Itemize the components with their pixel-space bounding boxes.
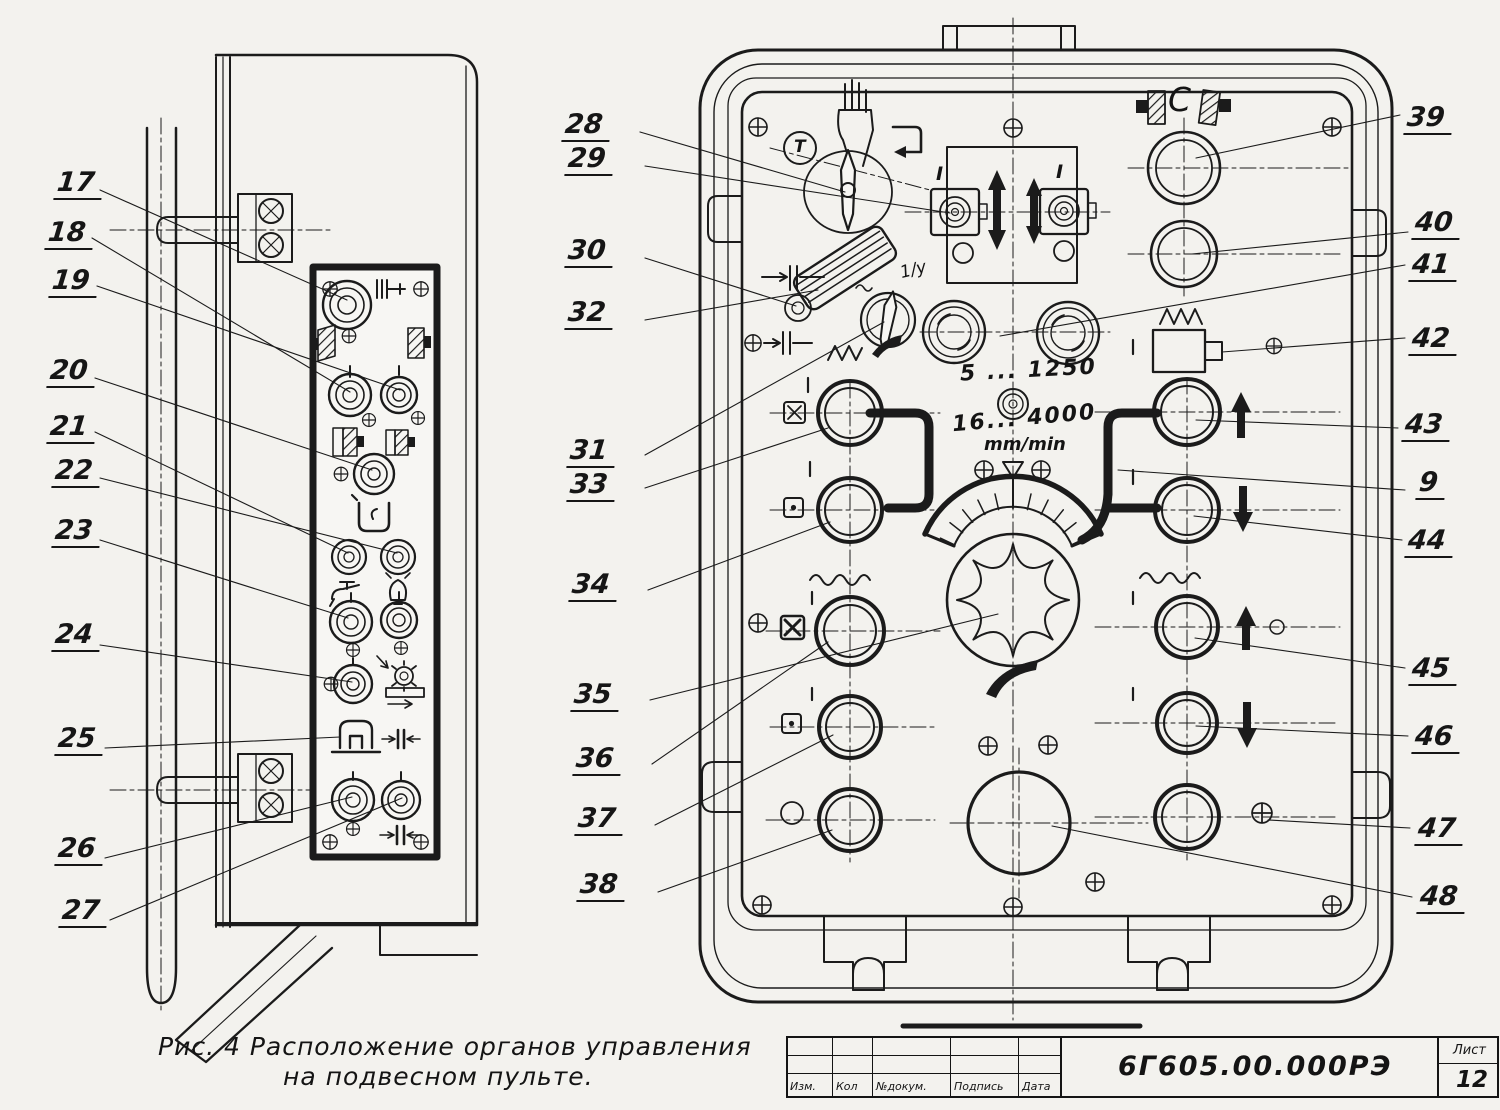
callout-17: 17: [53, 168, 104, 200]
small-button: [785, 295, 811, 321]
side-view: [110, 55, 477, 1062]
tb-sheet-label: Лист: [1453, 1043, 1486, 1058]
switch-left-label: I: [936, 163, 944, 185]
tb-col-data: Дата: [1022, 1080, 1051, 1093]
wheel-icon: [408, 328, 424, 358]
callout-37: 37: [574, 804, 625, 836]
callout-32: 32: [564, 298, 615, 330]
callout-35: 35: [570, 680, 621, 712]
cycle-arrow-icon: [893, 127, 921, 152]
callout-44: 44: [1404, 526, 1455, 558]
tb-col-izm: Изм.: [790, 1080, 816, 1093]
callout-46: 46: [1411, 722, 1462, 754]
callout-45: 45: [1408, 654, 1459, 686]
down-arrow-icon: [1237, 702, 1257, 748]
callout-9: 9: [1415, 468, 1447, 500]
callout-41: 41: [1408, 250, 1459, 282]
callout-23: 23: [51, 516, 102, 548]
wheel-letter-label: C: [1168, 80, 1192, 119]
callout-34: 34: [568, 570, 619, 602]
vertical-feed-switch: [1040, 189, 1096, 234]
updown-arrow-icon: [988, 170, 1006, 250]
temp-indicator-label: T: [794, 137, 806, 157]
wave-icon: [810, 575, 870, 585]
callout-24: 24: [51, 620, 102, 652]
title-block: [786, 1036, 1499, 1098]
callout-48: 48: [1416, 882, 1467, 914]
callout-42: 42: [1408, 324, 1459, 356]
tb-doc-number: 6Г605.00.000РЭ: [1118, 1051, 1393, 1082]
callout-30: 30: [564, 236, 615, 268]
callout-40: 40: [1411, 208, 1462, 240]
callout-29: 29: [564, 144, 615, 176]
callout-22: 22: [51, 456, 102, 488]
speed-range-label: 5 ... 1250: [959, 354, 1098, 387]
up-arrow-icon: [1236, 606, 1256, 650]
callout-43: 43: [1401, 410, 1452, 442]
tb-sheet-number: 12: [1456, 1067, 1489, 1093]
callout-39: 39: [1403, 103, 1454, 135]
callout-33: 33: [566, 470, 617, 502]
callout-25: 25: [54, 724, 105, 756]
wheel-icon: [395, 430, 408, 455]
ratio-label: 1/у: [897, 257, 929, 283]
rotary-switch: [804, 150, 892, 233]
callout-18: 18: [44, 218, 95, 250]
tb-col-kol: Кол: [836, 1080, 858, 1093]
wave-icon: [1140, 573, 1200, 583]
callout-36: 36: [572, 744, 623, 776]
callout-19: 19: [48, 266, 99, 298]
cross-feed-switch: [931, 189, 987, 235]
down-arrow-icon: [1233, 486, 1253, 532]
figure-caption-line1: Рис. 4 Расположение органов управления: [158, 1032, 752, 1061]
wheel-icon: [343, 428, 357, 456]
switch-right-label: I: [1056, 161, 1064, 183]
spring-icon: [828, 346, 862, 360]
tb-col-podpis: Подпись: [954, 1080, 1004, 1093]
feed-range-label: 16... 4000: [951, 399, 1098, 438]
front-view: [700, 18, 1392, 1026]
callout-21: 21: [46, 412, 97, 444]
callout-26: 26: [54, 834, 105, 866]
callout-28: 28: [561, 110, 612, 142]
tb-col-dokum: №докум.: [876, 1080, 927, 1093]
callout-47: 47: [1414, 814, 1465, 846]
circle-icon: [781, 802, 803, 824]
callout-31: 31: [566, 436, 617, 468]
callout-20: 20: [46, 356, 97, 388]
callout-27: 27: [58, 896, 109, 928]
callout-38: 38: [576, 870, 627, 902]
figure-caption-line2: на подвесном пульте.: [283, 1062, 594, 1091]
feed-units-label: mm/min: [984, 434, 1066, 455]
up-arrow-icon: [1231, 392, 1251, 438]
wheel-icon: [318, 325, 335, 361]
spring-drive-icon: [1153, 309, 1222, 372]
